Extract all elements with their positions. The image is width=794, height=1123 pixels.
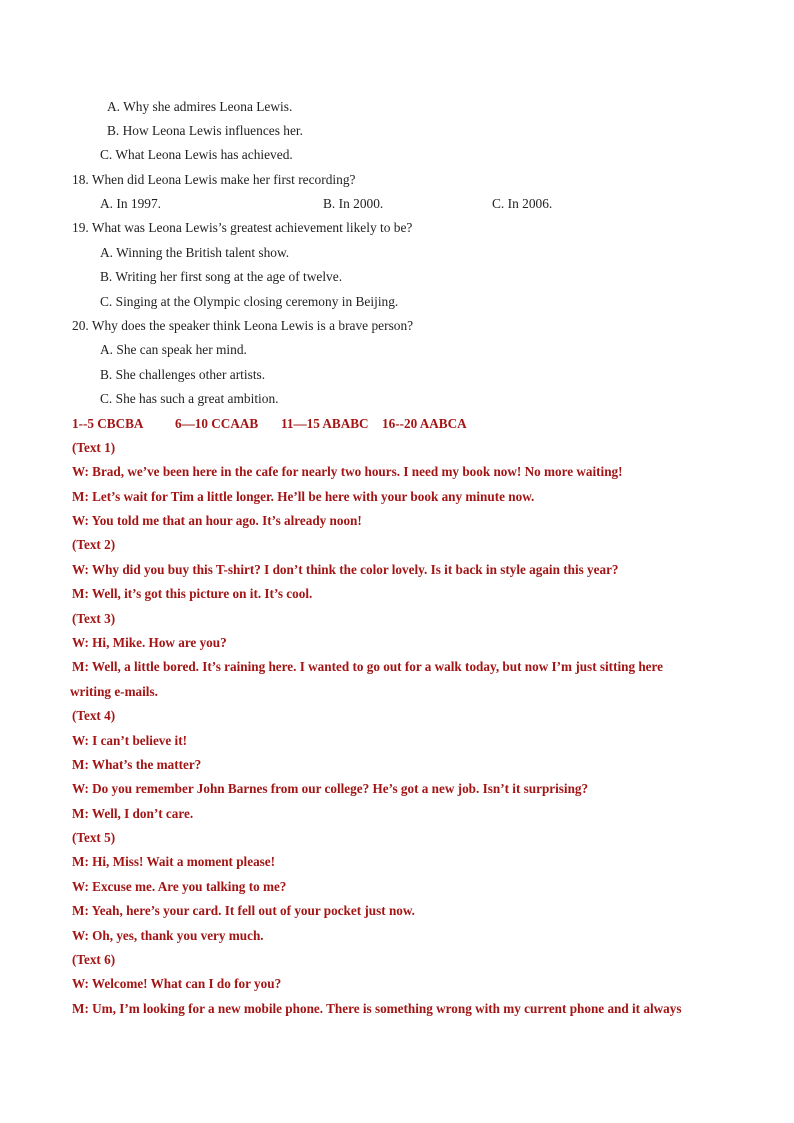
transcript-line: M: Hi, Miss! Wait a moment please! bbox=[72, 854, 276, 869]
transcript-text-3-heading: (Text 3) bbox=[72, 611, 116, 626]
answer-key-group-1: 1--5 CBCBA bbox=[72, 416, 144, 431]
q19-option-c: C. Singing at the Olympic closing ceremony in Beijing. bbox=[100, 294, 399, 309]
transcript-text-2-heading: (Text 2) bbox=[72, 537, 116, 552]
answer-key-group-2: 6—10 CCAAB bbox=[175, 416, 259, 431]
transcript-line: W: I can’t believe it! bbox=[72, 733, 187, 748]
q20-option-a: A. She can speak her mind. bbox=[100, 342, 247, 357]
transcript-line: M: Well, it’s got this picture on it. It’s cool. bbox=[72, 586, 313, 601]
transcript-line: W: Brad, we’ve been here in the cafe for nearly two hours. I need my book now! No more waiting! bbox=[72, 464, 623, 479]
transcript-text-6-heading: (Text 6) bbox=[72, 952, 116, 967]
q20-option-c: C. She has such a great ambition. bbox=[100, 391, 279, 406]
transcript-text-4-heading: (Text 4) bbox=[72, 708, 116, 723]
transcript-line: W: Why did you buy this T-shirt? I don’t think the color lovely. Is it back in style again this year? bbox=[72, 562, 619, 577]
transcript-line: M: What’s the matter? bbox=[72, 757, 202, 772]
transcript-line-continuation: writing e-mails. bbox=[70, 684, 158, 699]
q18-question: 18. When did Leona Lewis make her first recording? bbox=[72, 172, 356, 187]
transcript-text-1-heading: (Text 1) bbox=[72, 440, 116, 455]
transcript-line: M: Um, I’m looking for a new mobile phone. There is something wrong with my current phone and it always bbox=[72, 1001, 682, 1016]
q18-option-c: C. In 2006. bbox=[492, 196, 553, 211]
q18-option-a: A. In 1997. bbox=[100, 196, 161, 211]
q19-option-b: B. Writing her first song at the age of twelve. bbox=[100, 269, 343, 284]
answer-key-group-4: 16--20 AABCA bbox=[382, 416, 467, 431]
transcript-line: M: Let’s wait for Tim a little longer. He’ll be here with your book any minute now. bbox=[72, 489, 535, 504]
transcript-line: W: Welcome! What can I do for you? bbox=[72, 976, 282, 991]
q17-option-c: C. What Leona Lewis has achieved. bbox=[100, 147, 293, 162]
transcript-line: W: Oh, yes, thank you very much. bbox=[72, 928, 264, 943]
answer-key-group-3: 11—15 ABABC bbox=[281, 416, 369, 431]
transcript-text-5-heading: (Text 5) bbox=[72, 830, 116, 845]
transcript-line: W: Do you remember John Barnes from our college? He’s got a new job. Isn’t it surprising? bbox=[72, 781, 589, 796]
q17-option-b: B. How Leona Lewis influences her. bbox=[107, 123, 303, 138]
q17-option-a: A. Why she admires Leona Lewis. bbox=[107, 99, 293, 114]
transcript-line: M: Well, a little bored. It’s raining here. I wanted to go out for a walk today, but now I’m just sitting here bbox=[72, 659, 664, 674]
q18-option-b: B. In 2000. bbox=[323, 196, 384, 211]
transcript-line: W: You told me that an hour ago. It’s already noon! bbox=[72, 513, 362, 528]
transcript-line: W: Hi, Mike. How are you? bbox=[72, 635, 227, 650]
q20-option-b: B. She challenges other artists. bbox=[100, 367, 266, 382]
q20-question: 20. Why does the speaker think Leona Lewis is a brave person? bbox=[72, 318, 414, 333]
transcript-line: M: Yeah, here’s your card. It fell out of your pocket just now. bbox=[72, 903, 415, 918]
transcript-line: W: Excuse me. Are you talking to me? bbox=[72, 879, 287, 894]
q19-option-a: A. Winning the British talent show. bbox=[100, 245, 290, 260]
transcript-line: M: Well, I don’t care. bbox=[72, 806, 194, 821]
q19-question: 19. What was Leona Lewis’s greatest achievement likely to be? bbox=[72, 220, 413, 235]
